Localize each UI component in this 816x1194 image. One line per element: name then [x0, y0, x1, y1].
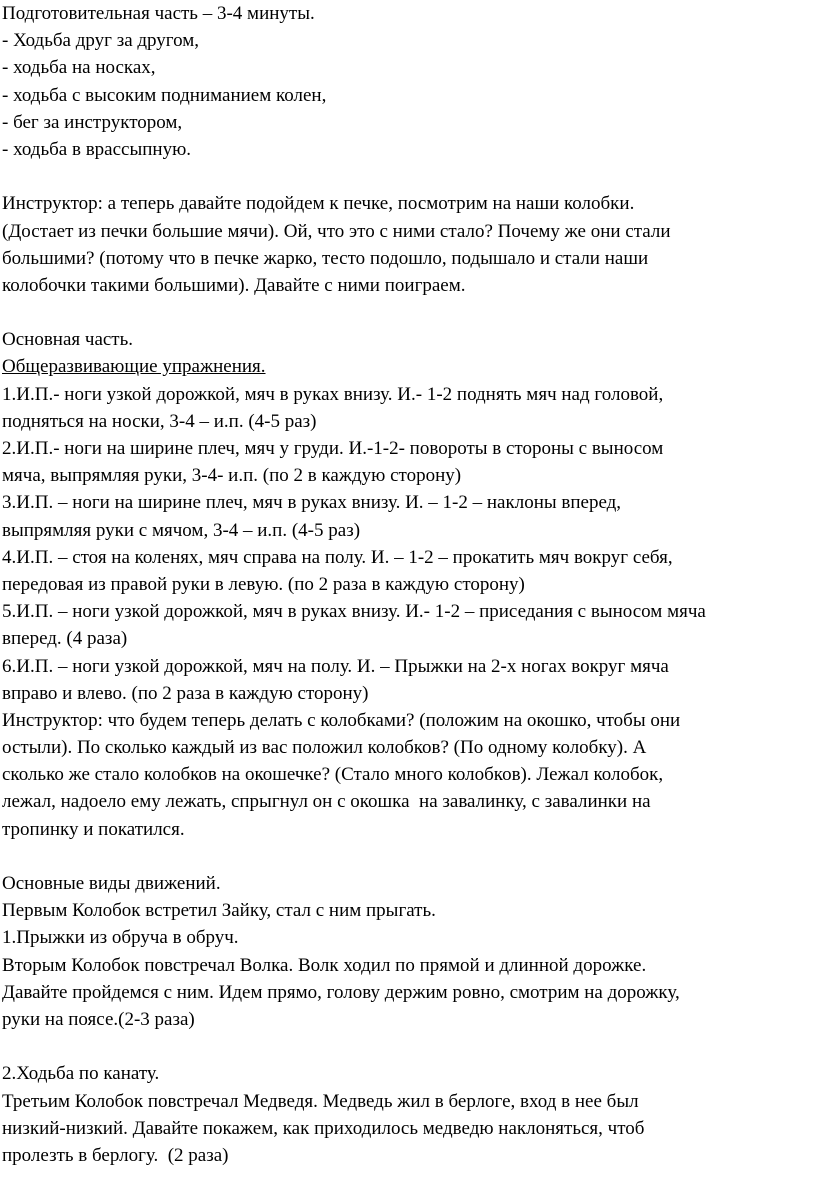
- paragraph-line: большими? (потому что в печке жарко, тесто подошло, подышало и стали наши: [2, 247, 649, 269]
- paragraph-line: Инструктор: а теперь давайте подойдем к печке, посмотрим на наши колобки.: [2, 193, 635, 215]
- paragraph-line: 1.Прыжки из обруча в обруч.: [2, 927, 239, 949]
- paragraph-line: Инструктор: что будем теперь делать с колобками? (положим на окошко, чтобы они: [2, 709, 681, 731]
- paragraph-spacer: [2, 163, 814, 190]
- section-heading-movements: Основные виды движений.: [2, 873, 221, 894]
- exercise-line: вперед. (4 раза): [2, 628, 128, 650]
- paragraph-line: остыли). По сколько каждый из вас положил колобков? (По одному колобку). А: [2, 737, 647, 759]
- exercise-line: подняться на носки, 3-4 – и.п. (4-5 раз): [2, 410, 317, 432]
- exercise-line: 1.И.П.- ноги узкой дорожкой, мяч в руках внизу. И.- 1-2 поднять мяч над головой,: [2, 383, 664, 405]
- paragraph-line: колобочки такими большими). Давайте с ними поиграем.: [2, 274, 466, 296]
- list-item: - ходьба в врассыпную.: [2, 138, 192, 160]
- list-item: - ходьба на носках,: [2, 57, 156, 79]
- exercise-line: вправо и влево. (по 2 раза в каждую сторону): [2, 682, 369, 704]
- paragraph-spacer: [2, 1033, 814, 1060]
- paragraph-line: тропинку и покатился.: [2, 818, 185, 840]
- subheading-general-exercises: Общеразвивающие упражнения.: [2, 356, 266, 378]
- paragraph-spacer: [2, 843, 814, 870]
- paragraph-line: Давайте пройдемся с ним. Идем прямо, голову держим ровно, смотрим на дорожку,: [2, 981, 680, 1003]
- paragraph-line: (Достает из печки большие мячи). Ой, что это с ними стало? Почему же они стали: [2, 220, 671, 242]
- document-page: [2, 0, 814, 1169]
- exercise-line: 6.И.П. – ноги узкой дорожкой, мяч на полу. И. – Прыжки на 2-х ногах вокруг мяча: [2, 655, 669, 677]
- paragraph-line: руки на поясе.(2-3 раза): [2, 1008, 195, 1030]
- paragraph-line: лежал, надоело ему лежать, спрыгнул он с окошка на завалинку, с завалинки на: [2, 791, 651, 813]
- exercise-line: мяча, выпрямляя руки, 3-4- и.п. (по 2 в каждую сторону): [2, 465, 462, 487]
- exercise-line: передовая из правой руки в левую. (по 2 раза в каждую сторону): [2, 573, 525, 595]
- section-heading-preparatory: Подготовительная часть – 3-4 минуты.: [2, 3, 315, 24]
- section-heading-main: Основная часть.: [2, 329, 134, 351]
- paragraph-line: Первым Колобок встретил Зайку, стал с ним прыгать.: [2, 900, 436, 922]
- paragraph-line: Третьим Колобок повстречал Медведя. Медведь жил в берлоге, вход в нее был: [2, 1090, 639, 1112]
- exercise-line: 4.И.П. – стоя на коленях, мяч справа на полу. И. – 1-2 – прокатить мяч вокруг себя,: [2, 546, 673, 568]
- list-item: - ходьба с высоким подниманием колен,: [2, 84, 327, 106]
- exercise-line: 2.И.П.- ноги на ширине плеч, мяч у груди. И.-1-2- повороты в стороны с выносом: [2, 438, 664, 459]
- list-item: - бег за инструктором,: [2, 111, 183, 133]
- exercise-line: 5.И.П. – ноги узкой дорожкой, мяч в руках внизу. И.- 1-2 – приседания с выносом мяча: [2, 601, 706, 623]
- paragraph-line: Вторым Колобок повстречал Волка. Волк ходил по прямой и длинной дорожке.: [2, 954, 647, 976]
- paragraph-spacer: [2, 299, 814, 326]
- paragraph-line: низкий-низкий. Давайте покажем, как приходилось медведю наклоняться, чтоб: [2, 1117, 645, 1139]
- paragraph-line: 2.Ходьба по канату.: [2, 1063, 160, 1085]
- exercise-line: 3.И.П. – ноги на ширине плеч, мяч в руках внизу. И. – 1-2 – наклоны вперед,: [2, 492, 622, 514]
- exercise-line: выпрямляя руки с мячом, 3-4 – и.п. (4-5 раз): [2, 519, 361, 541]
- list-item: - Ходьба друг за другом,: [2, 30, 200, 52]
- paragraph-line: пролезть в берлогу. (2 раза): [2, 1144, 229, 1166]
- paragraph-line: сколько же стало колобков на окошечке? (Стало много колобков). Лежал колобок,: [2, 764, 664, 786]
